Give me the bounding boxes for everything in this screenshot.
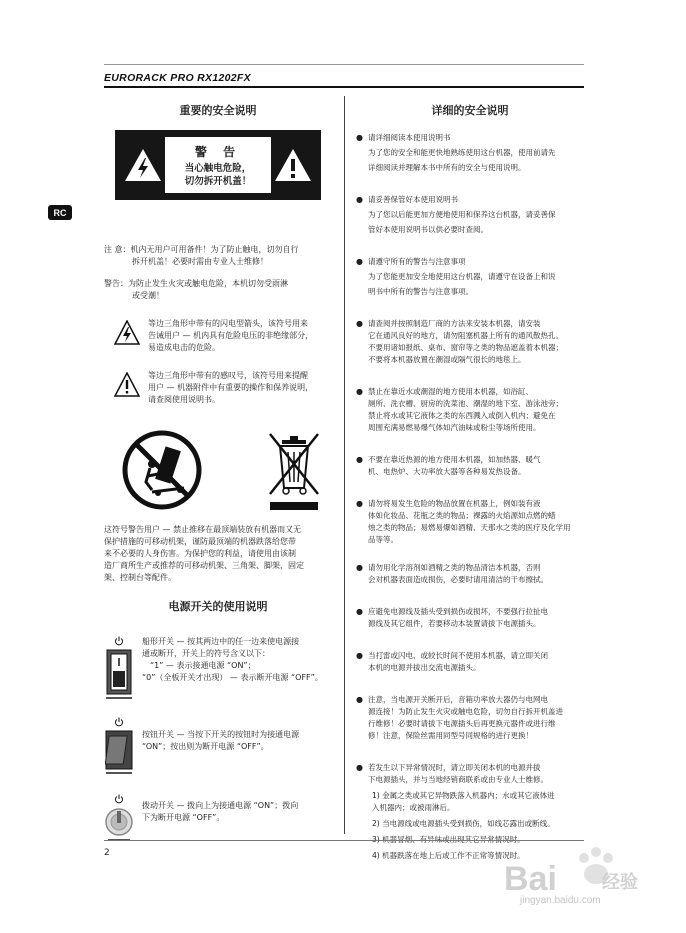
abnormal-condition-line: 1) 金属之类或其它异物跌落入机器内；水或其它液体进 [372, 791, 555, 800]
bullet-dot-icon: ● [356, 563, 363, 572]
push-button-icon [105, 730, 133, 770]
cart-line-5: 架、控制台等配件。 [104, 573, 176, 582]
warning-text-panel [165, 137, 271, 193]
warning-line-1: 当心触电危险， [184, 162, 252, 174]
safety-item-line: 厕所、洗衣槽、厨房的洗菜池、潮湿的地下室、游泳池旁； [368, 399, 563, 408]
note-warning-line-1: 为防止发生火灾或触电危险，本机切勿受雨淋 [128, 279, 288, 288]
safety-item-text [368, 132, 584, 174]
exclamation-warning-icon [273, 147, 313, 183]
bullet-dot-icon: ● [356, 195, 363, 204]
safety-item-line: 烛之类的物品；易燃易爆如酒精、天那水之类的医疗及化学用 [368, 523, 571, 532]
flash-symbol-line-1: 等边三角形中带有的闪电型箭头，该符号用来 [148, 319, 308, 328]
push-button-figure [104, 717, 134, 776]
push-button-section [104, 717, 332, 776]
toggle-line-2: 下为断开电源 “OFF”。 [142, 813, 225, 822]
safety-item-line: 本机的电源并拔出交流电源插头。 [368, 663, 481, 672]
bullet-dot-icon: ● [356, 651, 363, 660]
safety-item-line: 源连接！为防止发生火灾或触电危险，切勿自行拆开机盖进 [368, 707, 563, 716]
rocker-switch-figure [104, 636, 134, 701]
abnormal-condition-item [356, 818, 584, 830]
exclaim-symbol-explanation [104, 370, 332, 406]
rc-language-badge: RC [48, 205, 72, 220]
exclamation-triangle-icon [114, 372, 140, 398]
safety-item-line: 请勿将易发生危险的物品放置在机器上，例如装有液 [368, 499, 541, 508]
safety-item [356, 694, 584, 742]
toggle-line-1: 拨动开关 — 拨向上为接通电源 “ON”；拨向 [142, 801, 299, 810]
page-number: 2 [104, 848, 110, 858]
warning-label [115, 130, 321, 200]
warning-title: 警 告 [194, 144, 242, 159]
safety-item-line: 机、电热炉、大功率放大器等各种易发热设备。 [368, 467, 526, 476]
safety-item-line: 当打雷或闪电、或较长时间不使用本机器，请立即关闭 [368, 651, 548, 660]
cart-tip-over-warning-icon [122, 430, 202, 510]
safety-item-line: 详细阅读并理解本书中所有的安全与使用说明。 [368, 163, 526, 172]
abnormal-condition-line: 4) 机器跌落在地上后或工作不正常等情况时。 [372, 851, 525, 860]
safety-item-line: 源线及其它组件，若要移动本装置请拔下电源插头。 [368, 619, 541, 628]
safety-item [356, 132, 584, 174]
safety-item-line: 请勿用化学溶剂如酒精之类的物品清洁本机器，否则 [368, 563, 541, 572]
safety-item [356, 606, 584, 630]
safety-item-line: 不要将本机器放置在潮湿或隔气很长的地毯上。 [368, 355, 526, 364]
rocker-line-2: 通或断开，开关上的符号含义以下： [142, 649, 270, 658]
cart-line-2: 保护措施的可移动机架，谨防最顶端的机器跌落给您带 [104, 537, 296, 546]
flash-symbol-line-2: 告诫用户 — 机内具有危险电压的非绝缘部分， [148, 331, 314, 340]
safety-item-line: 请遵守所有的警告与注意事项 [368, 257, 466, 266]
watermark-brand: Bai [504, 860, 557, 898]
safety-item-text [368, 762, 584, 786]
safety-item-line: 不要用诸如报纸、桌布、窗帘等之类的物品遮盖着本机器； [368, 343, 563, 352]
cart-line-3: 来不必要的人身伤害。为保护您的利益，请使用由该制 [104, 549, 296, 558]
safety-instruction-list [356, 132, 584, 786]
safety-item [356, 498, 584, 546]
power-symbol-icon [114, 794, 124, 804]
safety-item-text [368, 498, 584, 546]
exclaim-symbol-line-1: 等边三角形中带有的感叹号，该符号用来提醒 [148, 371, 308, 380]
safety-item-line: 下电源插头，并与当地经销商联系或由专业人士维修。 [368, 775, 548, 784]
safety-item [356, 256, 584, 298]
safety-item-line: 注意，当电源开关断开后，音箱功率放大器仍与电网电 [368, 695, 548, 704]
bullet-dot-icon: ● [356, 387, 363, 396]
bullet-dot-icon: ● [356, 133, 363, 142]
rocker-switch-section [104, 636, 332, 701]
safety-item [356, 386, 584, 434]
safety-item-text [368, 562, 584, 586]
warning-line-2: 切勿拆开机盖！ [184, 175, 252, 187]
toggle-switch-section [104, 794, 332, 843]
safety-item-line: 请查阅并按照制造厂商的方法来安装本机器，请安装 [368, 319, 541, 328]
safety-item-line: 修！注意，保险丝需用同型号同规格的进行更换！ [368, 731, 533, 740]
rocker-line-3: “1” — 表示接通电源 “ON”； [150, 661, 256, 670]
safety-item [356, 650, 584, 674]
safety-item-text [368, 606, 584, 630]
safety-item-line: 禁止在靠近水或潮湿的地方使用本机器，如浴缸、 [368, 387, 533, 396]
note-caution-line-2: 拆开机盖！必要时需由专业人士维修！ [132, 257, 268, 266]
push-line-2: “ON”；按出则为断开电源 “OFF”。 [142, 742, 269, 751]
cart-line-1: 这符号警告用户 — 禁止推移在最顶端装放有机器而又无 [104, 525, 302, 534]
lightning-warning-icon [123, 147, 163, 183]
power-switch-heading: 电源开关的使用说明 [168, 600, 268, 613]
watermark-url: jingyan.baidu.com [520, 895, 601, 906]
exclaim-symbol-line-3: 请查阅使用说明书。 [148, 395, 220, 404]
push-button-caption [104, 770, 134, 776]
flash-symbol-explanation [104, 318, 332, 354]
right-column [356, 96, 584, 862]
safety-item-line: 请妥善保管好本使用说明书 [368, 195, 458, 204]
header-rule [104, 86, 584, 88]
safety-item-line: 管好本使用说明书以供必要时查阅。 [368, 225, 488, 234]
safety-item-line: 它在通风良好的地方，请勿阻塞机器上所有的通风散热孔。 [368, 331, 563, 340]
exclaim-symbol-line-2: 用户 — 机器附件中有重要的操作和保养说明， [148, 383, 314, 392]
abnormal-condition-line: 3) 机器冒烟、有异味或出现其它异常情况时。 [372, 835, 525, 844]
safety-item-line: 会对机器表面造成损伤，必要时请用清洁的干布擦拭。 [368, 575, 548, 584]
note-caution-line-1: 机内无用户可用备件！为了防止触电，切勿自行 [130, 245, 299, 254]
footer-rule [104, 840, 584, 841]
note-warning [104, 278, 332, 302]
safety-item-text [368, 694, 584, 742]
bullet-dot-icon: ● [356, 499, 363, 508]
toggle-switch-figure [104, 794, 134, 843]
left-column [104, 96, 332, 843]
safety-item-text [368, 256, 584, 298]
safety-item-text [368, 194, 584, 236]
cart-line-4: 造厂商所生产或推荐的可移动机架、三角架、脚架，固定 [104, 561, 304, 570]
power-symbol-icon [114, 636, 124, 646]
rocker-line-4: “0”（全板开关才出现） — 表示断开电源 “OFF”。 [142, 673, 323, 682]
safety-item-line: 禁止将水或其它液体之类的东西溅入或倒入机内；避免在 [368, 411, 556, 420]
safety-item-text [368, 318, 584, 366]
power-symbol-icon [114, 717, 124, 727]
abnormal-condition-line: 2) 当电源线或电源插头受到损伤，如线芯露出或断线。 [372, 819, 555, 828]
safety-item-line: 明书中所有的警告与注意事项。 [368, 287, 473, 296]
flash-symbol-line-3: 易造成电击的危险。 [148, 343, 220, 352]
note-caution [104, 244, 332, 268]
lightning-triangle-icon [114, 320, 140, 346]
note-warning-line-2: 或受潮！ [132, 291, 164, 300]
product-title: EURORACK PRO RX1202FX [104, 72, 251, 84]
safety-item [356, 194, 584, 236]
rocker-switch-icon [106, 649, 132, 695]
safety-item [356, 562, 584, 586]
safety-item [356, 318, 584, 366]
safety-item-text [368, 650, 584, 674]
cart-warning-paragraph [104, 524, 332, 584]
bullet-dot-icon: ● [356, 607, 363, 616]
bullet-dot-icon: ● [356, 319, 363, 328]
bullet-dot-icon: ● [356, 763, 363, 772]
column-divider [344, 96, 345, 834]
safety-item-line: 行维修！必要时请拔下电源插头后再更换元器件或进行维 [368, 719, 556, 728]
note-caution-label: 注 意： [104, 245, 131, 254]
abnormal-condition-item [356, 790, 584, 814]
watermark-brand-cn: 经验 [602, 872, 638, 893]
safety-item [356, 762, 584, 786]
safety-item-line: 为了您以后能更加方便地使用和保养这台机器，请妥善保 [368, 210, 556, 219]
detailed-safety-heading: 详细的安全说明 [431, 104, 509, 117]
bullet-dot-icon: ● [356, 455, 363, 464]
bullet-dot-icon: ● [356, 695, 363, 704]
rocker-switch-caption [104, 695, 134, 701]
baidu-watermark [474, 842, 644, 922]
safety-item-text [368, 386, 584, 434]
safety-item-line: 请详细阅读本使用说明书 [368, 133, 451, 142]
safety-item-line: 为了您能更加安全地使用这台机器，请遵守在设备上和说 [368, 272, 556, 281]
safety-item [356, 454, 584, 478]
toggle-switch-icon [104, 807, 134, 837]
note-warning-label: 警告： [104, 279, 128, 288]
top-rule [104, 64, 584, 65]
rocker-line-1: 船形开关 — 按其两边中的任一边来使电源接 [142, 637, 300, 646]
push-line-1: 按钮开关 — 当按下开关的按钮时为接通电源 [142, 730, 300, 739]
bullet-dot-icon: ● [356, 257, 363, 266]
safety-item-line: 为了您的安全和能更快地熟练使用这台机器，使用前请先 [368, 148, 556, 157]
safety-item-text [368, 454, 584, 478]
safety-item-line: 体如化妆品、花瓶之类的物品；裸露的火焰源如点燃的蜡 [368, 511, 556, 520]
symbol-pictures [104, 430, 332, 512]
safety-item-line: 品等等。 [368, 535, 398, 544]
safety-item-line: 若发生以下异常情况时，请立即关闭本机的电源并拔 [368, 763, 541, 772]
important-safety-heading: 重要的安全说明 [179, 104, 257, 117]
safety-item-line: 不要在靠近热源的地方使用本机器，如加热器、暖气 [368, 455, 541, 464]
safety-item-line: 周围充满易燃易爆气体如汽油味或粉尘等场所使用。 [368, 423, 541, 432]
safety-item-line: 应避免电源线及插头受到损伤或损坏，不要强行拉扯电 [368, 607, 548, 616]
weee-crossed-bin-icon [266, 430, 322, 512]
abnormal-condition-line: 入机器内；或被雨淋后。 [372, 803, 455, 812]
